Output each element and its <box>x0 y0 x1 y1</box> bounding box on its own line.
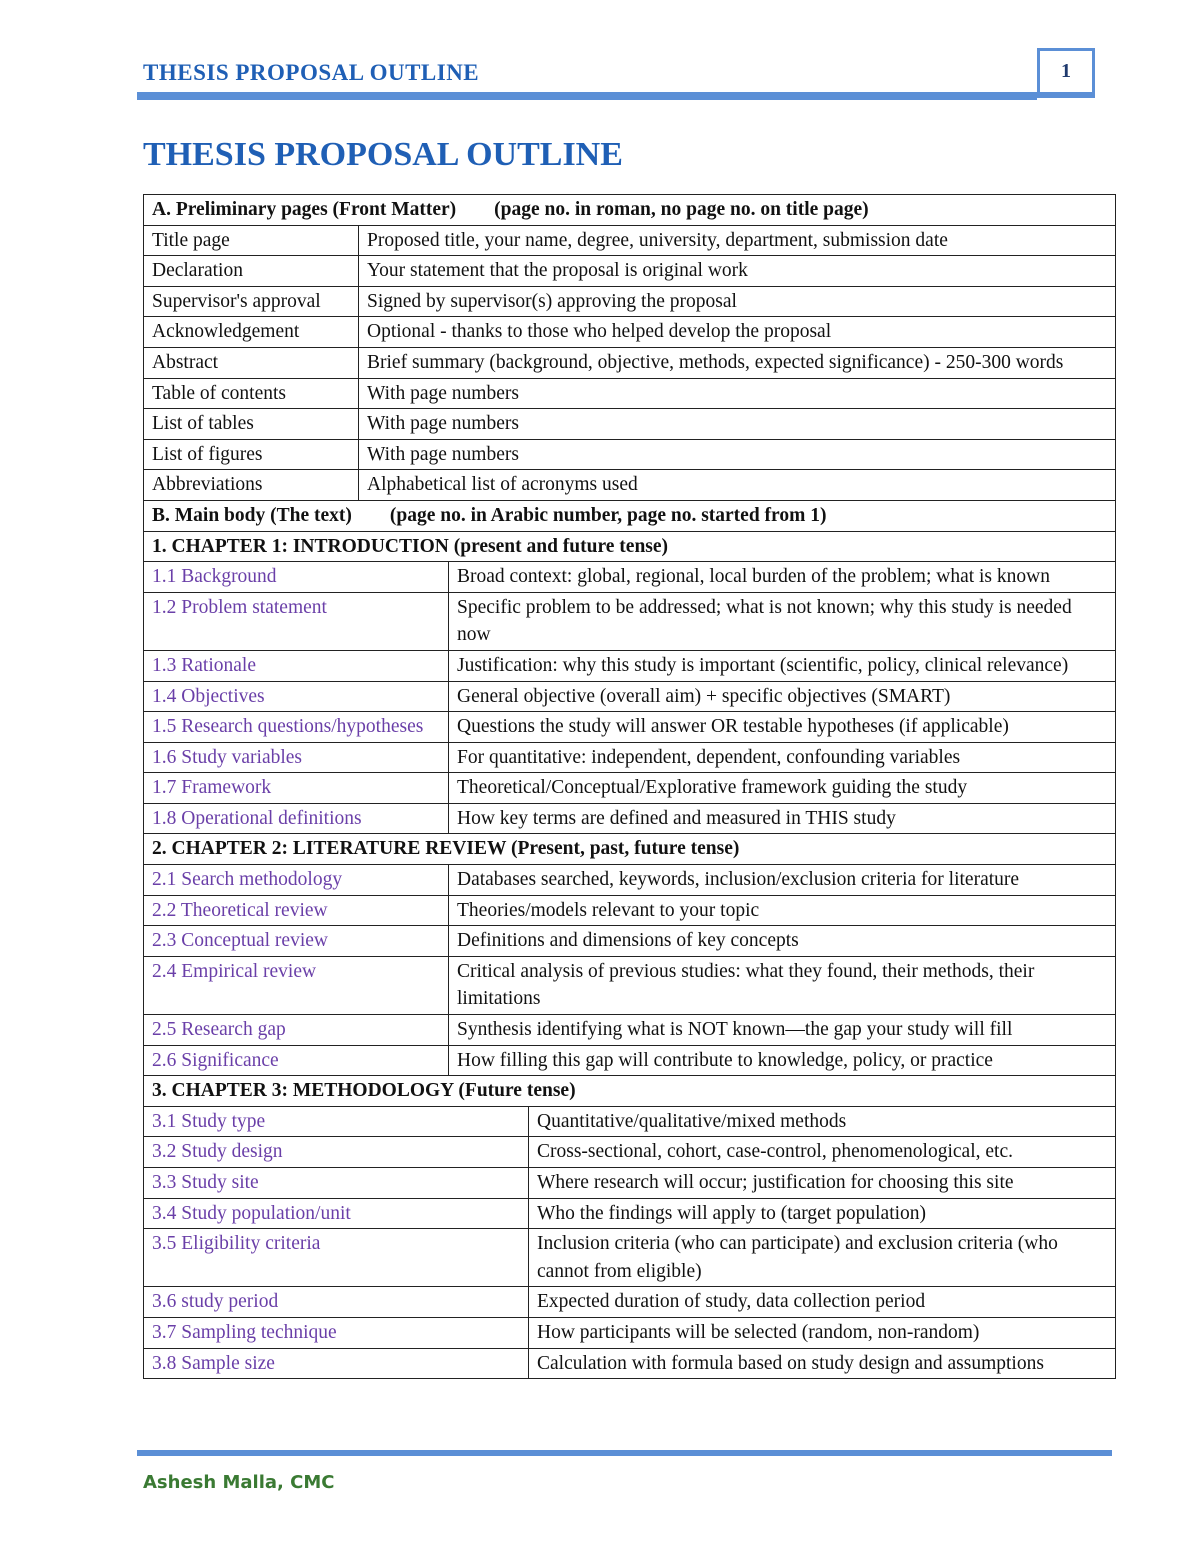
subsection-label: 2.1 Search methodology <box>144 865 449 896</box>
subsection-label: 2.5 Research gap <box>144 1015 449 1046</box>
item-description: Where research will occur; justification for choosing this site <box>529 1168 1116 1199</box>
item-description: Cross-sectional, cohort, case-control, phenomenological, etc. <box>529 1137 1116 1168</box>
table-row <box>144 439 1116 470</box>
subsection-label: 2.4 Empirical review <box>144 956 449 1014</box>
table-row <box>144 225 1116 256</box>
table-row <box>144 865 1116 896</box>
table-row <box>144 409 1116 440</box>
subsection-label: 1.2 Problem statement <box>144 592 449 650</box>
footer-rule <box>137 1450 1112 1456</box>
table-row <box>144 712 1116 743</box>
item-description: Questions the study will answer OR testable hypotheses (if applicable) <box>449 712 1116 743</box>
table-row <box>144 1287 1116 1318</box>
item-description: Quantitative/qualitative/mixed methods <box>529 1106 1116 1137</box>
item-description: Expected duration of study, data collection period <box>529 1287 1116 1318</box>
subsection-label: 3.4 Study population/unit <box>144 1198 529 1229</box>
item-label: Abbreviations <box>144 470 359 501</box>
section-a-heading-label: A. Preliminary pages (Front Matter) <box>152 199 457 220</box>
subsection-label: 3.8 Sample size <box>144 1348 529 1379</box>
item-description: How key terms are defined and measured in THIS study <box>449 803 1116 834</box>
section-a-heading-note: (page no. in roman, no page no. on title page) <box>494 199 869 220</box>
chapter-3-heading-cell <box>144 1076 1116 1107</box>
item-description: With page numbers <box>359 409 1116 440</box>
table-row <box>144 1168 1116 1199</box>
item-description: Alphabetical list of acronyms used <box>359 470 1116 501</box>
item-description: Justification: why this study is important (scientific, policy, clinical relevance) <box>449 650 1116 681</box>
subsection-label: 3.2 Study design <box>144 1137 529 1168</box>
item-label: Abstract <box>144 347 359 378</box>
section-b-heading <box>144 500 1116 531</box>
subsection-label: 2.2 Theoretical review <box>144 895 449 926</box>
footer-author: Ashesh Malla, CMC <box>143 1472 335 1493</box>
table-row <box>144 378 1116 409</box>
table-row <box>144 956 1116 1014</box>
subsection-label: 1.3 Rationale <box>144 650 449 681</box>
item-label: Supervisor's approval <box>144 286 359 317</box>
document-title: THESIS PROPOSAL OUTLINE <box>143 136 623 173</box>
section-b-heading-label: B. Main body (The text) <box>152 504 352 526</box>
item-description: Definitions and dimensions of key concepts <box>449 926 1116 957</box>
item-description: How participants will be selected (random, non-random) <box>529 1317 1116 1348</box>
table-row <box>144 803 1116 834</box>
item-description: Calculation with formula based on study design and assumptions <box>529 1348 1116 1379</box>
item-description: Databases searched, keywords, inclusion/exclusion criteria for literature <box>449 865 1116 896</box>
table-row <box>144 742 1116 773</box>
table-row <box>144 1015 1116 1046</box>
chapter-2-heading-cell <box>144 834 1116 865</box>
outline-table-body <box>144 195 1116 1379</box>
item-description: Signed by supervisor(s) approving the proposal <box>359 286 1116 317</box>
table-row <box>144 681 1116 712</box>
table-row <box>144 1137 1116 1168</box>
section-b-heading-cell <box>144 500 1116 531</box>
table-row <box>144 1229 1116 1287</box>
section-a-heading <box>144 195 1116 226</box>
item-description: Your statement that the proposal is original work <box>359 256 1116 287</box>
chapter-3-heading-label: 3. CHAPTER 3: METHODOLOGY (Future tense) <box>152 1080 576 1102</box>
table-row <box>144 592 1116 650</box>
table-row <box>144 773 1116 804</box>
subsection-label: 3.1 Study type <box>144 1106 529 1137</box>
item-description: Brief summary (background, objective, methods, expected significance) - 250-300 words <box>359 347 1116 378</box>
table-row <box>144 895 1116 926</box>
chapter-1-heading-label: 1. CHAPTER 1: INTRODUCTION (present and future tense) <box>152 535 669 557</box>
item-description: Broad context: global, regional, local burden of the problem; what is known <box>449 562 1116 593</box>
subsection-label: 1.7 Framework <box>144 773 449 804</box>
table-row <box>144 470 1116 501</box>
header-rule <box>137 92 1037 100</box>
table-row <box>144 1317 1116 1348</box>
item-label: List of figures <box>144 439 359 470</box>
table-row <box>144 1348 1116 1379</box>
item-label: Title page <box>144 225 359 256</box>
subsection-label: 1.8 Operational definitions <box>144 803 449 834</box>
item-description: Inclusion criteria (who can participate) and exclusion criteria (who cannot from eligible) <box>529 1229 1116 1287</box>
item-description: Critical analysis of previous studies: what they found, their methods, their limitations <box>449 956 1116 1014</box>
chapter-3-heading <box>144 1076 1116 1107</box>
table-row <box>144 562 1116 593</box>
item-description: With page numbers <box>359 378 1116 409</box>
table-row <box>144 317 1116 348</box>
subsection-label: 1.1 Background <box>144 562 449 593</box>
subsection-label: 1.6 Study variables <box>144 742 449 773</box>
table-row <box>144 286 1116 317</box>
running-header-title: THESIS PROPOSAL OUTLINE <box>143 60 480 85</box>
table-row <box>144 1198 1116 1229</box>
subsection-label: 1.4 Objectives <box>144 681 449 712</box>
chapter-1-heading-cell <box>144 531 1116 562</box>
item-description: Optional - thanks to those who helped develop the proposal <box>359 317 1116 348</box>
chapter-1-heading <box>144 531 1116 562</box>
item-description: Proposed title, your name, degree, university, department, submission date <box>359 225 1116 256</box>
table-row <box>144 650 1116 681</box>
subsection-label: 3.6 study period <box>144 1287 529 1318</box>
item-label: Acknowledgement <box>144 317 359 348</box>
table-row <box>144 256 1116 287</box>
page-number: 1 <box>1061 60 1071 82</box>
subsection-label: 3.7 Sampling technique <box>144 1317 529 1348</box>
subsection-label: 2.3 Conceptual review <box>144 926 449 957</box>
subsection-label: 1.5 Research questions/hypotheses <box>144 712 449 743</box>
section-b-heading-note: (page no. in Arabic number, page no. started from 1) <box>389 504 827 526</box>
item-description: Synthesis identifying what is NOT known—the gap your study will fill <box>449 1015 1116 1046</box>
item-description: Specific problem to be addressed; what is not known; why this study is needed now <box>449 592 1116 650</box>
table-row <box>144 1045 1116 1076</box>
item-description: Theories/models relevant to your topic <box>449 895 1116 926</box>
item-description: Theoretical/Conceptual/Explorative framework guiding the study <box>449 773 1116 804</box>
item-label: Declaration <box>144 256 359 287</box>
subsection-label: 3.5 Eligibility criteria <box>144 1229 529 1287</box>
item-label: List of tables <box>144 409 359 440</box>
item-description: Who the findings will apply to (target population) <box>529 1198 1116 1229</box>
table-row <box>144 347 1116 378</box>
table-row <box>144 1106 1116 1137</box>
item-label: Table of contents <box>144 378 359 409</box>
outline-table <box>143 194 1116 1379</box>
chapter-2-heading <box>144 834 1116 865</box>
subsection-label: 2.6 Significance <box>144 1045 449 1076</box>
item-description: General objective (overall aim) + specific objectives (SMART) <box>449 681 1116 712</box>
item-description: For quantitative: independent, dependent, confounding variables <box>449 742 1116 773</box>
page-number-box <box>1037 48 1095 98</box>
item-description: With page numbers <box>359 439 1116 470</box>
subsection-label: 3.3 Study site <box>144 1168 529 1199</box>
item-description: How filling this gap will contribute to knowledge, policy, or practice <box>449 1045 1116 1076</box>
section-a-heading-cell <box>144 195 1116 226</box>
chapter-2-heading-label: 2. CHAPTER 2: LITERATURE REVIEW (Present, past, future tense) <box>152 838 740 860</box>
table-row <box>144 926 1116 957</box>
